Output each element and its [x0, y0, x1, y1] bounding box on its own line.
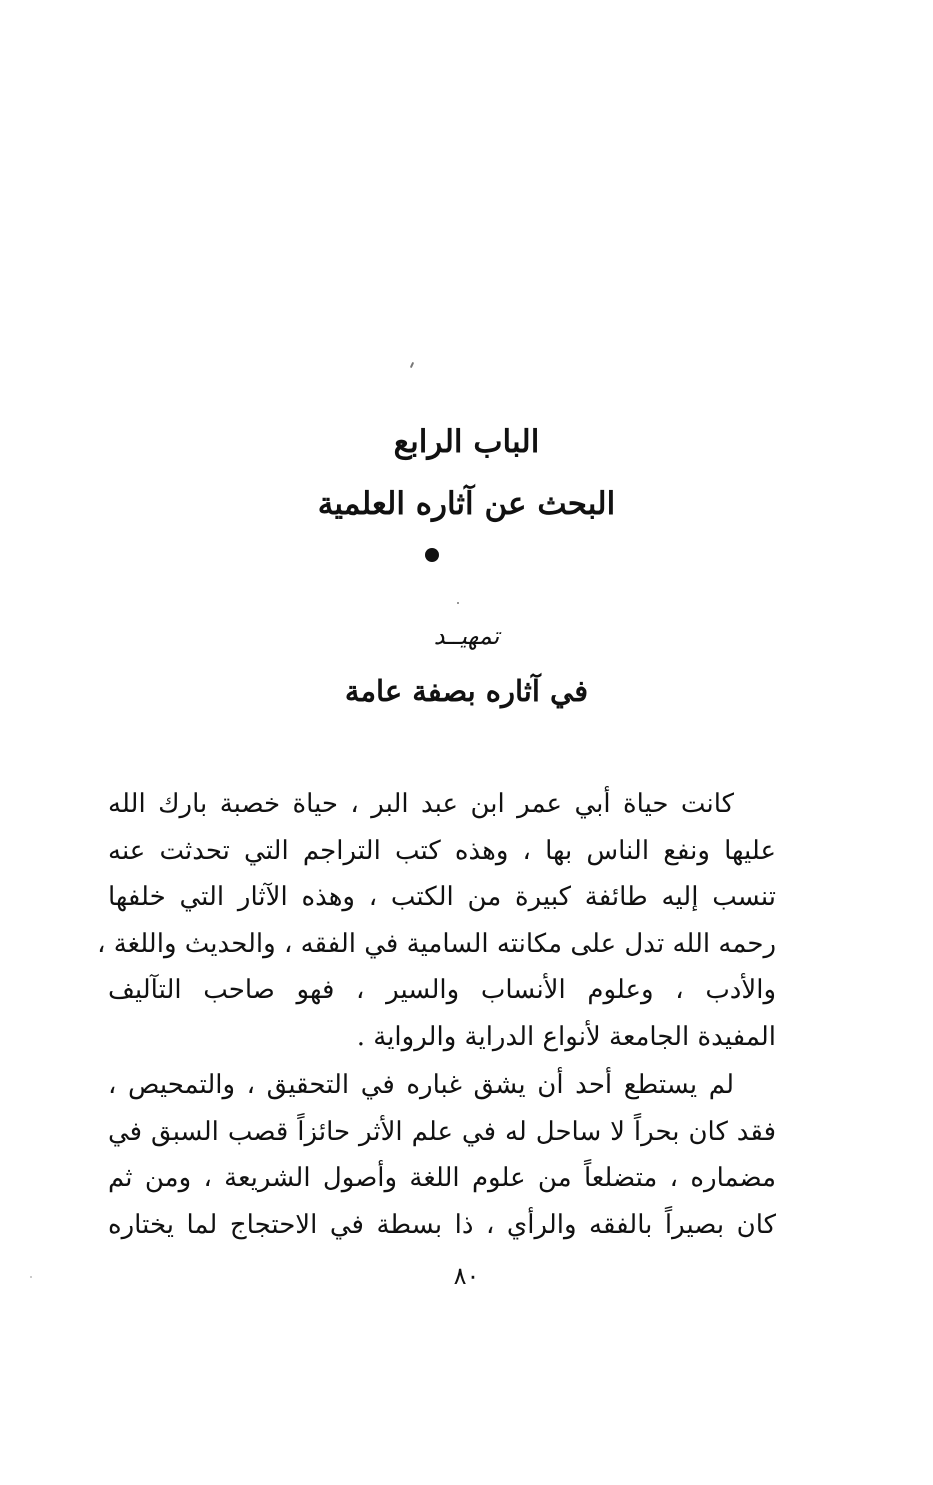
- text-line: كانت حياة أبي عمر ابن عبد البر ، حياة خصبة بارك الله: [108, 789, 734, 819]
- page-number: ٨٠: [453, 1262, 480, 1290]
- text-line: كان بصيراً بالفقه والرأي ، ذا بسطة في الاحتجاج لما يختاره: [108, 1209, 776, 1240]
- chapter-subtitle: البحث عن آثاره العلمية: [317, 486, 616, 522]
- text-line: والأدب ، وعلوم الأنساب والسير ، فهو صاحب التآليف: [108, 975, 776, 1005]
- ink-speck: [457, 602, 459, 604]
- paragraph: [97, 781, 776, 1060]
- text-line: فقد كان بحراً لا ساحل له في علم الأثر حائزاً قصب السبق في: [108, 1116, 776, 1147]
- text-line: تنسب إليه طائفة كبيرة من الكتب ، وهذه الآثار التي خلفها: [108, 882, 776, 912]
- section-intro-label: تمهيــد: [433, 622, 500, 650]
- ink-speck: [410, 362, 414, 368]
- text-line: عليها ونفع الناس بها ، وهذه كتب التراجم التي تحدثت عنه: [108, 835, 776, 866]
- text-line: مضماره ، متضلعاً من علوم اللغة وأصول الشريعة ، ومن ثم: [108, 1163, 776, 1193]
- separator-dot: [425, 548, 439, 562]
- section-intro-subtitle: في آثاره بصفة عامة: [344, 674, 589, 708]
- paragraph: [108, 1062, 776, 1248]
- text-line: رحمه الله تدل على مكانته السامية في الفقه ، والحديث واللغة ،: [97, 928, 776, 959]
- text-line: لم يستطع أحد أن يشق غباره في التحقيق ، والتمحيص ،: [108, 1070, 734, 1100]
- chapter-title: الباب الرابع: [393, 424, 540, 460]
- text-line: المفيدة الجامعة لأنواع الدراية والرواية .: [356, 1021, 776, 1052]
